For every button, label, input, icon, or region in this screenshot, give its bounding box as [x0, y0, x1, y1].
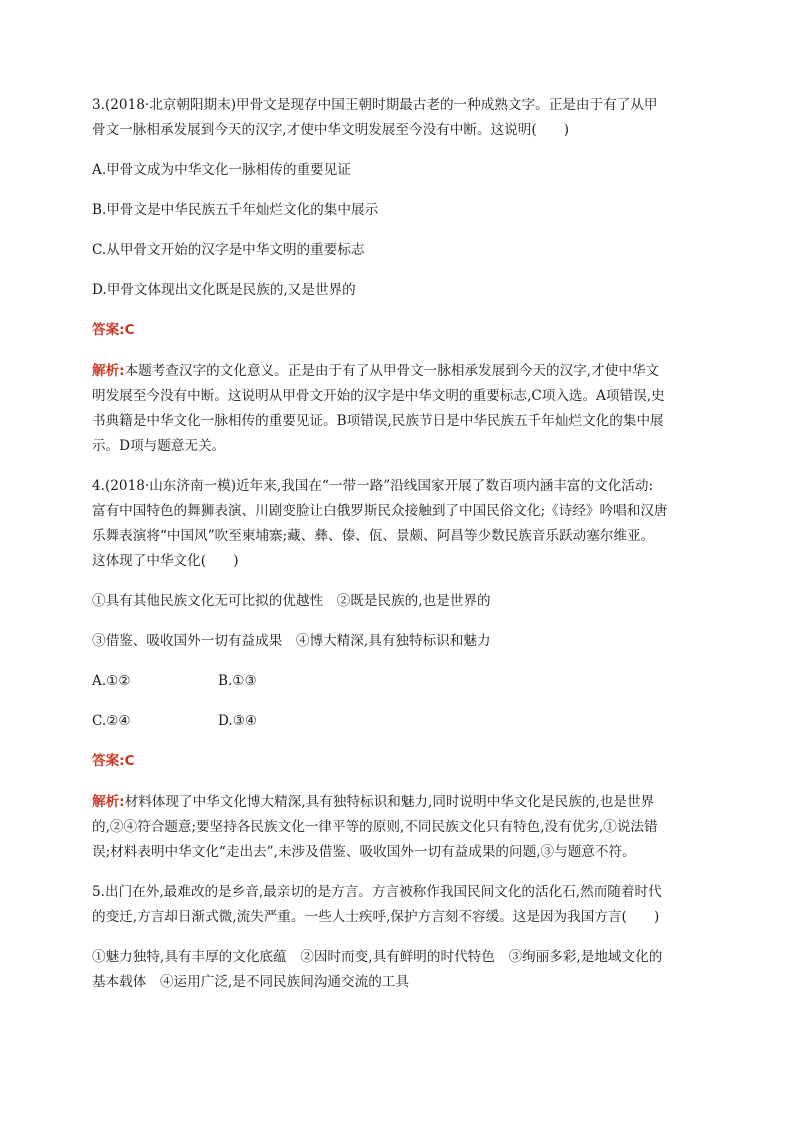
question-4-analysis [92, 790, 712, 865]
options-row [92, 709, 712, 734]
question-4-line: 乐舞表演将“中国风”吹至柬埔寨;藏、彝、傣、佤、景颇、阿昌等少数民族音乐跃动塞尔维亚。 [92, 528, 655, 544]
question-3-analysis [92, 359, 712, 459]
statement-row: ③借鉴、吸收国外一切有益成果 ④博大精深,具有独特标识和魅力 [92, 633, 491, 649]
option-a: A.①② [92, 673, 131, 689]
analysis-label: 解析: [92, 363, 125, 379]
analysis-line [92, 790, 712, 815]
exam-page [92, 93, 712, 1010]
question-3-stem [92, 93, 712, 143]
answer-label: 答案: [92, 322, 125, 338]
answer-value: C [124, 322, 135, 338]
question-3-answer [92, 318, 712, 343]
option-c: C.②④ [92, 713, 131, 729]
analysis-line: 书典籍是中华文化一脉相传的重要见证。B项错误,民族节日是中华民族五千年灿烂文化的集中展 [92, 413, 664, 429]
question-5-statements [92, 945, 712, 995]
question-4-line: 富有中国特色的舞狮表演、川剧变脸让白俄罗斯民众接触到了中国民俗文化;《诗经》吟唱和汉唐 [92, 503, 668, 519]
question-4-line: 4.(2018·山东济南一模)近年来,我国在“一带一路”沿线国家开展了数百项内涵丰富的文化活动: [92, 478, 654, 494]
question-5-stem [92, 880, 712, 930]
option-d: D.甲骨文体现出文化既是民族的,又是世界的 [92, 282, 356, 298]
analysis-text: 本题考查汉字的文化意义。正是由于有了从甲骨文一脉相承发展到今天的汉字,才使中华文 [124, 363, 660, 379]
statement-line: ①魅力独特,具有丰厚的文化底蕴 ②因时而变,具有鲜明的时代特色 ③绚丽多彩,是地域文化的 [92, 949, 663, 965]
question-4-stem [92, 474, 712, 574]
options-row [92, 669, 712, 694]
option-b: B.甲骨文是中华民族五千年灿烂文化的集中展示 [92, 202, 379, 218]
question-4-line: 这体现了中华文化( ) [92, 553, 239, 569]
option-b: B.①③ [218, 673, 257, 689]
answer-label: 答案: [92, 753, 125, 769]
answer-value: C [124, 753, 135, 769]
question-4-answer [92, 749, 712, 774]
analysis-text: 材料体现了中华文化博大精深,具有独特标识和魅力,同时说明中华文化是民族的,也是世界 [124, 794, 655, 810]
question-5-line: 的变迁,方言却日渐式微,流失严重。一些人士疾呼,保护方言刻不容缓。这是因为我国方言( ) [92, 909, 660, 925]
analysis-line: 误;材料表明中华文化“走出去”,未涉及借鉴、吸收国外一切有益成果的问题,③与题意不符。 [92, 844, 636, 860]
question-3-line: 骨文一脉相承发展到今天的汉字,才使中华文明发展至今没有中断。这说明( ) [92, 122, 570, 138]
analysis-line [92, 359, 712, 384]
analysis-line: 明发展至今没有中断。这说明从甲骨文开始的汉字是中华文明的重要标志,C项入选。A项错误,史 [92, 388, 665, 404]
analysis-label: 解析: [92, 794, 125, 810]
option-c: C.从甲骨文开始的汉字是中华文明的重要标志 [92, 242, 365, 258]
question-5-line: 5.出门在外,最难改的是乡音,最亲切的是方言。方言被称作我国民间文化的活化石,然而随着时代 [92, 884, 662, 900]
option-a: A.甲骨文成为中华文化一脉相传的重要见证 [92, 162, 351, 178]
statement-line: 基本载体 ④运用广泛,是不同民族间沟通交流的工具 [92, 974, 409, 990]
statement-row: ①具有其他民族文化无可比拟的优越性 ②既是民族的,也是世界的 [92, 593, 491, 609]
analysis-line: 的,②④符合题意;要坚持各民族文化一律平等的原则,不同民族文化只有特色,没有优劣,①说法错 [92, 819, 658, 835]
question-3-line: 3.(2018·北京朝阳期末)甲骨文是现存中国王朝时期最古老的一种成熟文字。正是由于有了从甲 [92, 97, 658, 113]
option-d: D.③④ [218, 713, 258, 729]
analysis-line: 示。D项与题意无关。 [92, 438, 226, 454]
